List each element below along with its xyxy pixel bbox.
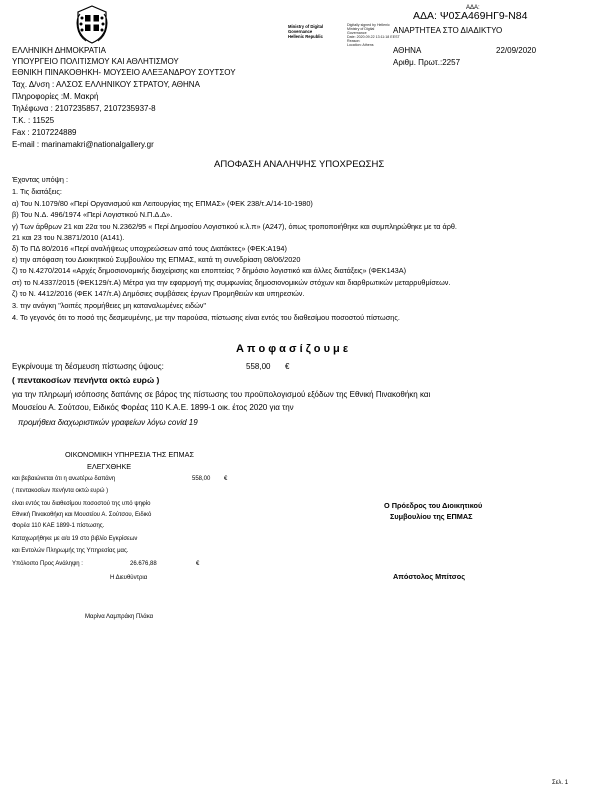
posted-online-label: ΑΝΑΡΤΗΤΕΑ ΣΤΟ ΔΙΑΔΙΚΤΥΟ <box>393 26 503 35</box>
approve-text: Εγκρίνουμε τη δέσμευση πίστωσης ύψους: <box>12 362 164 371</box>
page-number: Σελ. 1 <box>552 780 569 786</box>
amount-in-words: ( πεντακοσίων πενήντα οκτώ ευρώ ) <box>12 375 160 385</box>
ada-number: ΑΔΑ: Ψ0ΣΑ469ΗΓ9-Ν84 <box>413 10 528 22</box>
purpose-line-2: Μουσείου Α. Σούτσου, Ειδικός Φορέας 110 Κ.Α.Ε. 1899-1 οικ. έτος 2020 για την <box>12 403 294 412</box>
approved-currency: € <box>285 362 290 371</box>
document-title: ΑΠΟΦΑΣΗ ΑΝΑΛΗΨΗΣ ΥΠΟΧΡΕΩΣΗΣ <box>214 159 385 170</box>
greek-coat-of-arms-icon <box>72 4 112 44</box>
date: 22/09/2020 <box>496 46 537 55</box>
decision-heading: Α π ο φ α σ ί ζ ο υ μ ε <box>236 343 349 355</box>
purpose-line-1: για την πληρωμή ισόποσης δαπάνης σε βάρος της πίστωσης του προϋπολογισμού εξόδων της Εθνική Πινακοθήκη και <box>12 390 431 399</box>
ada-overlap: ΑΔΑ: <box>466 5 480 11</box>
protocol-number: Αριθμ. Πρωτ.:2257 <box>393 58 461 67</box>
purpose-line-3: προμήθεια διαχωριστικών γραφείων λόγω covid 19 <box>18 418 198 427</box>
approved-amount: 558,00 <box>246 362 271 371</box>
place: ΑΘΗΝΑ <box>393 46 422 55</box>
